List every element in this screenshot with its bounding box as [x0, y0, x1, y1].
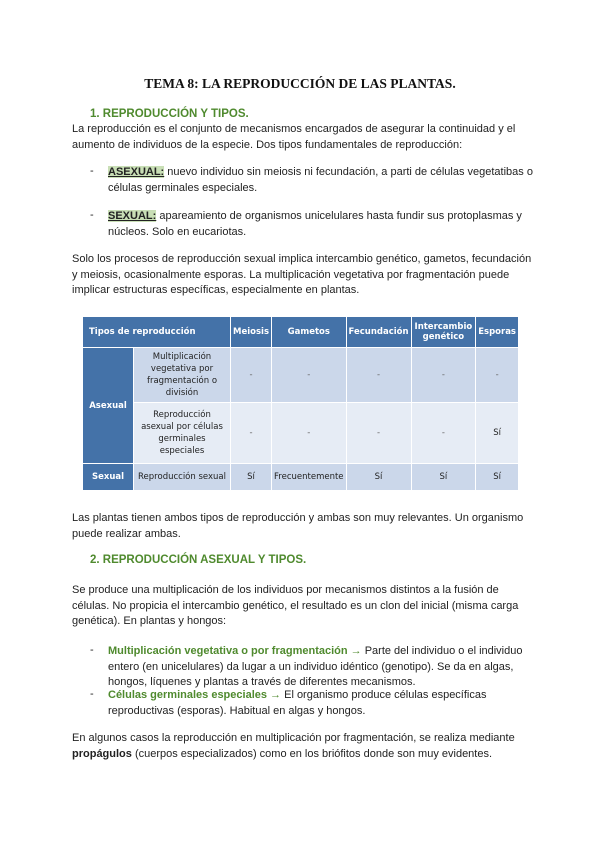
table-header: Gametos	[272, 317, 347, 348]
table-cell: -	[411, 403, 476, 464]
table-cell: Reproducción asexual por células germinales especiales	[134, 403, 231, 464]
table-cell: Sí	[231, 464, 272, 491]
section-1-intro: La reproducción es el conjunto de mecanismos encargados de asegurar la continuidad y el aumento de individuos de la especie. Dos tipos fundamentales de reproducción:	[72, 123, 516, 151]
final-paragraph	[72, 731, 537, 762]
vegetative-text: Parte del individuo o el individuo entero (en unicelulares) da lugar a un individuo idéntico (genotipo). Se da en algas, hongos, líquenes y plantas a través de diferentes mecanismos.	[108, 645, 523, 688]
table-cell: Sí	[346, 464, 411, 491]
after-table-paragraph: Las plantas tienen ambos tipos de reproducción y ambas son muy relevantes. Un organismo puede realizar ambas.	[72, 512, 524, 540]
table-cell: Frecuentemente	[272, 464, 347, 491]
table-cell: Reproducción sexual	[134, 464, 231, 491]
propagulos-term: propágulos	[72, 747, 132, 760]
final-text-pre: En algunos casos la reproducción en multiplicación por fragmentación, se realiza mediante	[72, 732, 515, 744]
section-2-heading: 2. REPRODUCCIÓN ASEXUAL Y TIPOS.	[90, 554, 307, 566]
page-title: TEMA 8: LA REPRODUCCIÓN DE LAS PLANTAS.	[144, 76, 456, 91]
table-header: Intercambio genético	[411, 317, 476, 348]
section-1-paragraph: Solo los procesos de reproducción sexual implica intercambio genético, gametos, fecundación y meiosis, ocasionalmente esporas. La multiplicación vegetativa por fragmentación puede implicar estructuras específicas, especialmente en plantas.	[72, 253, 532, 296]
asexual-row-label: Asexual	[83, 348, 134, 464]
bullet-dash: -	[90, 165, 94, 177]
table-cell: Sí	[476, 464, 519, 491]
table-cell: -	[411, 348, 476, 403]
asexual-item	[108, 165, 538, 196]
table-cell: -	[272, 348, 347, 403]
reproduction-table	[82, 316, 519, 491]
table-cell: Sí	[476, 403, 519, 464]
section-1-heading: 1. REPRODUCCIÓN Y TIPOS.	[90, 108, 249, 120]
table-cell: -	[231, 403, 272, 464]
table-row	[83, 348, 519, 403]
vegetative-term: Multiplicación vegetativa o por fragmentación →	[108, 645, 362, 657]
section-2-intro: Se produce una multiplicación de los individuos por mecanismos distintos a la fusión de células. No propicia el intercambio genético, el resultado es un clon del inicial (misma carga genética). En plantas y hongos:	[72, 584, 519, 627]
table-row	[83, 464, 519, 491]
germinal-item	[108, 688, 538, 719]
vegetative-item	[108, 644, 538, 691]
table-header-row	[83, 317, 519, 348]
table-cell: -	[476, 348, 519, 403]
table-header: Esporas	[476, 317, 519, 348]
bullet-dash: -	[90, 644, 94, 656]
final-text-post: (cuerpos especializados) como en los briófitos donde son muy evidentes.	[131, 747, 493, 760]
table-header: Tipos de reproducción	[83, 317, 231, 348]
sexual-item	[108, 209, 538, 240]
sexual-term: SEXUAL:	[108, 210, 157, 222]
bullet-dash: -	[90, 209, 94, 221]
asexual-text: nuevo individuo sin meiosis ni fecundación, a parti de células vegetatibas o células germinales especiales.	[108, 166, 533, 194]
asexual-term: ASEXUAL:	[108, 166, 165, 178]
table-cell: -	[346, 403, 411, 464]
table-cell: -	[231, 348, 272, 403]
germinal-text: El organismo produce células específicas reproductivas (esporas). Habitual en algas y hongos.	[108, 689, 487, 717]
table-header: Meiosis	[231, 317, 272, 348]
table-row	[83, 403, 519, 464]
table-cell: Sí	[411, 464, 476, 491]
table-header: Fecundación	[346, 317, 411, 348]
table-cell: -	[346, 348, 411, 403]
sexual-text: apareamiento de organismos unicelulares hasta fundir sus protoplasmas y núcleos. Solo en eucariotas.	[108, 210, 522, 238]
table-cell: Multiplicación vegetativa por fragmentación o división	[134, 348, 231, 403]
germinal-term: Células germinales especiales →	[108, 689, 282, 701]
sexual-row-label: Sexual	[83, 464, 134, 491]
table-cell: -	[272, 403, 347, 464]
bullet-dash: -	[90, 688, 94, 700]
